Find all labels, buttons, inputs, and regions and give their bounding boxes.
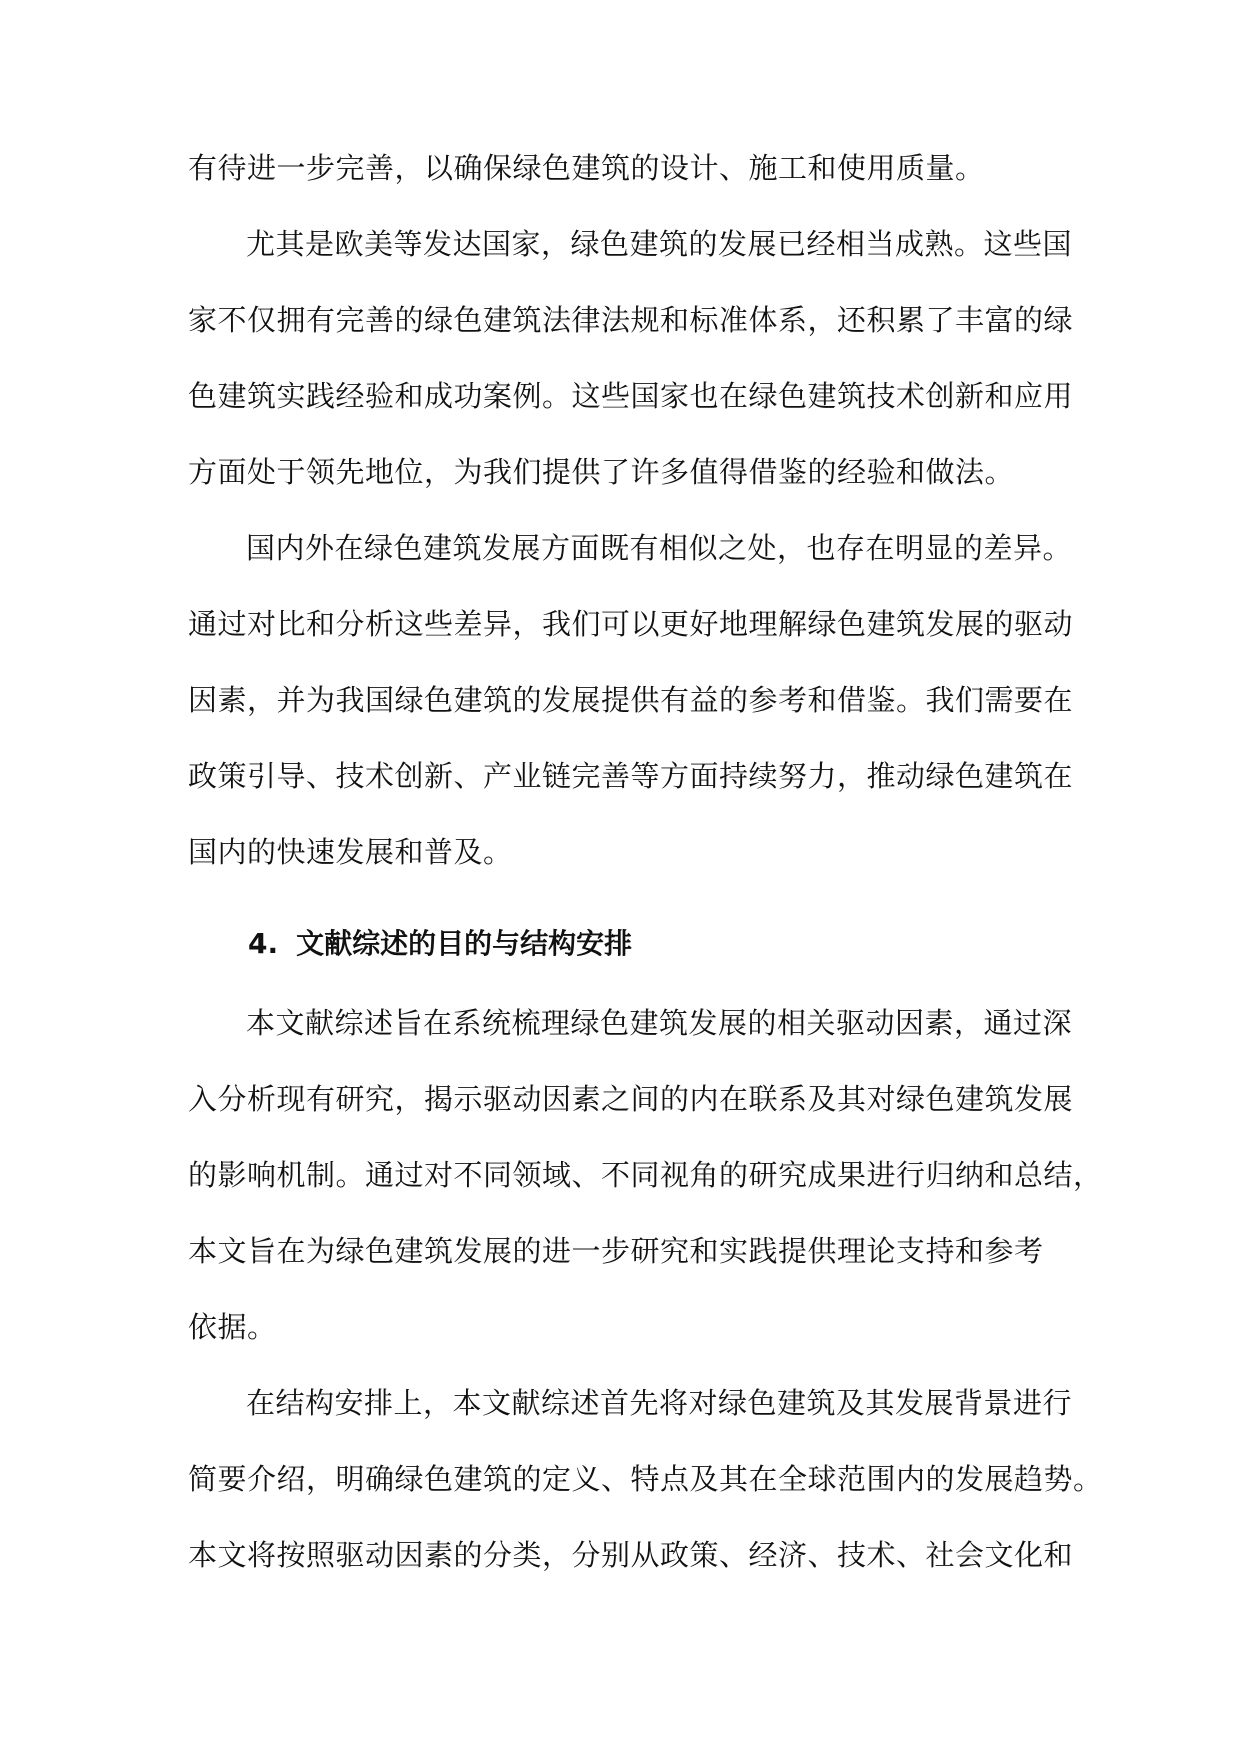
paragraph-line: 本文将按照驱动因素的分类，分别从政策、经济、技术、社会文化和 xyxy=(188,1538,1074,1572)
bottom-text-block xyxy=(188,985,1103,1593)
paragraph-line: 国内的快速发展和普及。 xyxy=(188,835,513,869)
paragraph-line: 有待进一步完善，以确保绿色建筑的设计、施工和使用质量。 xyxy=(188,151,985,185)
paragraph-line: 政策引导、技术创新、产业链完善等方面持续努力，推动绿色建筑在 xyxy=(188,759,1074,793)
section-number: 4. xyxy=(248,927,279,960)
paragraph-line: 尤其是欧美等发达国家，绿色建筑的发展已经相当成熟。这些国 xyxy=(246,227,1073,261)
paragraph-line: 在结构安排上，本文献综述首先将对绿色建筑及其发展背景进行 xyxy=(246,1386,1073,1420)
paragraph-line: 家不仅拥有完善的绿色建筑法律法规和标准体系，还积累了丰富的绿 xyxy=(188,303,1074,337)
paragraph-line: 国内外在绿色建筑发展方面既有相似之处，也存在明显的差异。 xyxy=(246,531,1073,565)
paragraph-line: 的影响机制。通过对不同领域、不同视角的研究成果进行归纳和总结， xyxy=(188,1158,1103,1192)
section-title: 文献综述的目的与结构安排 xyxy=(296,927,633,960)
paragraph-line: 本文旨在为绿色建筑发展的进一步研究和实践提供理论支持和参考 xyxy=(188,1234,1044,1268)
paragraph-line: 方面处于领先地位，为我们提供了许多值得借鉴的经验和做法。 xyxy=(188,455,1015,489)
paragraph-line: 入分析现有研究，揭示驱动因素之间的内在联系及其对绿色建筑发展 xyxy=(188,1082,1074,1116)
paragraph-line: 本文献综述旨在系统梳理绿色建筑发展的相关驱动因素，通过深 xyxy=(246,1006,1073,1040)
paragraph-line: 因素，并为我国绿色建筑的发展提供有益的参考和借鉴。我们需要在 xyxy=(188,683,1074,717)
section-heading xyxy=(248,924,632,964)
top-text-block xyxy=(188,130,1074,890)
paragraph-line: 依据。 xyxy=(188,1310,277,1344)
paragraph-line: 色建筑实践经验和成功案例。这些国家也在绿色建筑技术创新和应用 xyxy=(188,379,1074,413)
paragraph-line: 简要介绍，明确绿色建筑的定义、特点及其在全球范围内的发展趋势。 xyxy=(188,1462,1103,1496)
paragraph-line: 通过对比和分析这些差异，我们可以更好地理解绿色建筑发展的驱动 xyxy=(188,607,1074,641)
